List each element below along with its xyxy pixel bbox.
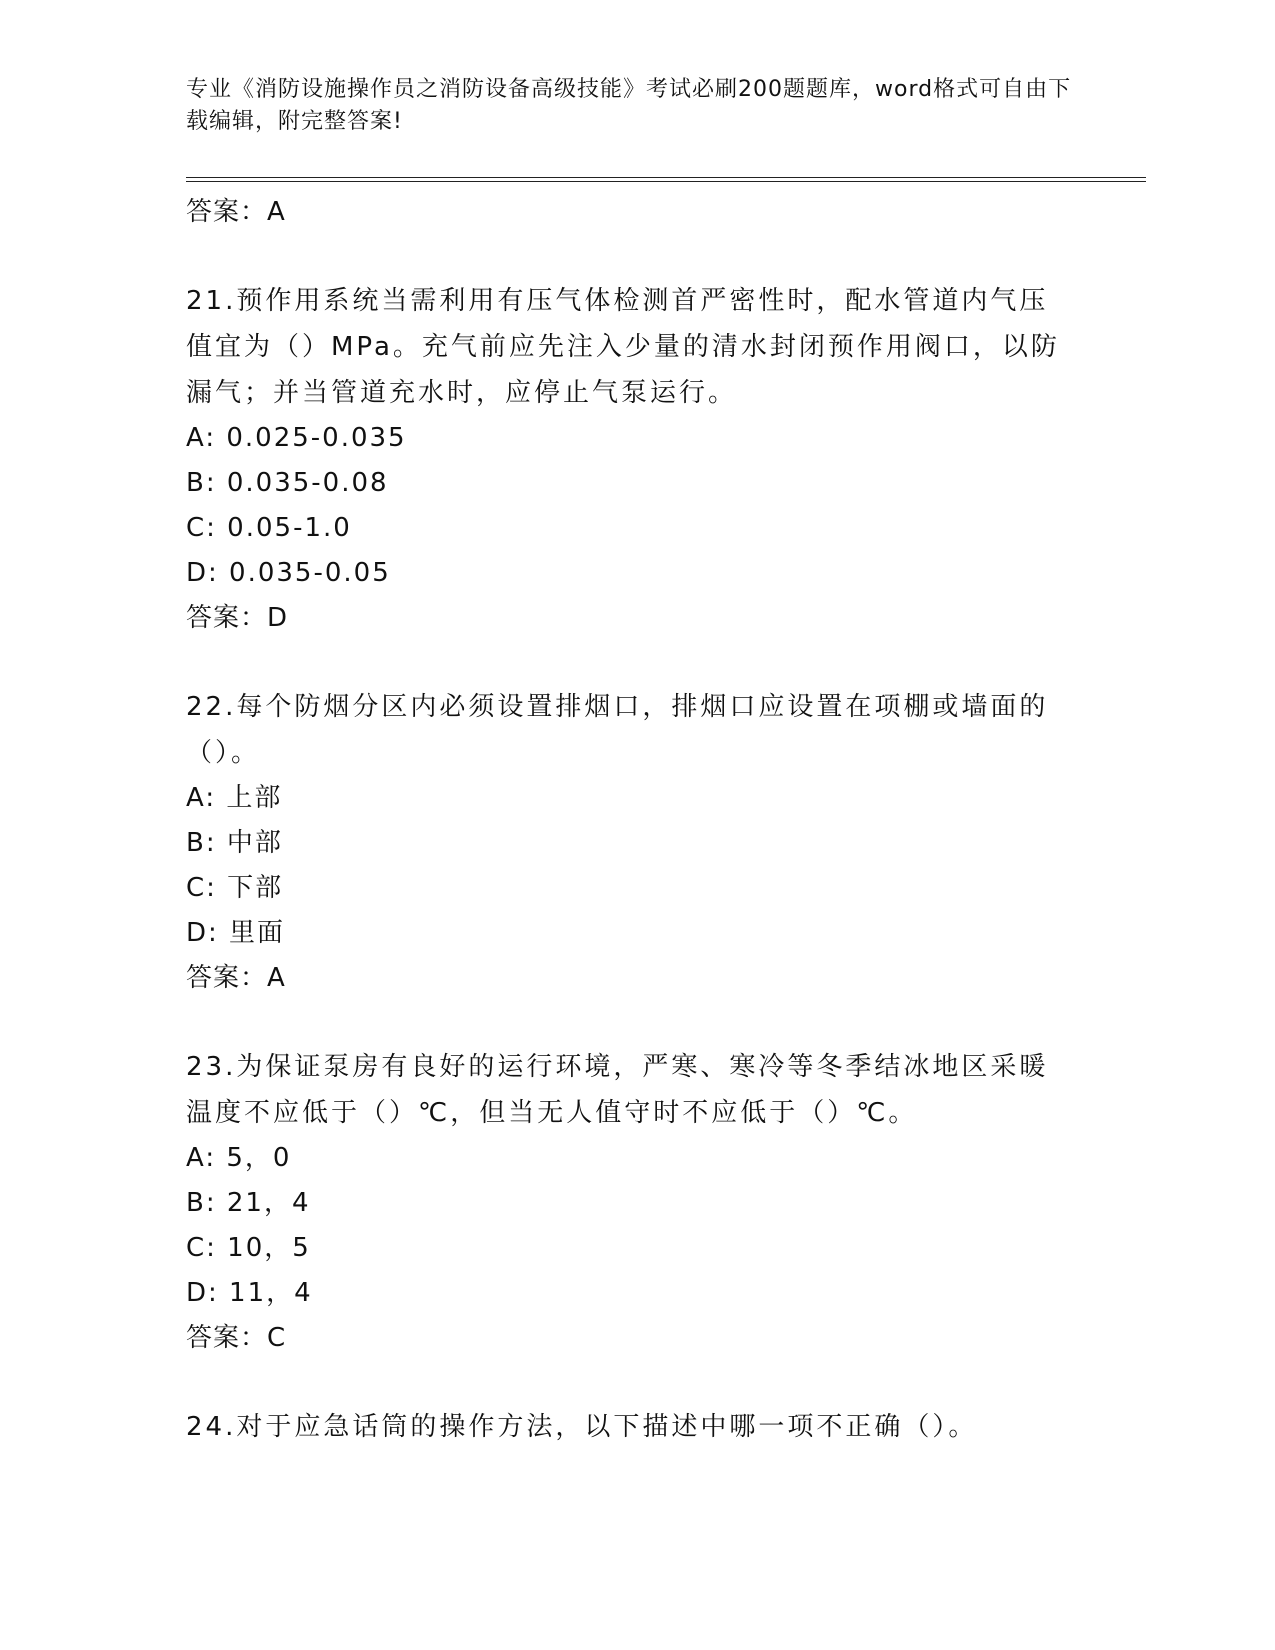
option-c: C: 0.05-1.0 [186,513,352,543]
option-b: B: 21，4 [186,1188,311,1218]
spacer [186,1360,1066,1404]
spacer [186,234,1066,278]
document-header-title: 专业《消防设施操作员之消防设备高级技能》考试必刷200题题库，word格式可自由下载编辑，附完整答案! [186,77,1072,134]
question-stem: 22.每个防烟分区内必须设置排烟口，排烟口应设置在项棚或墙面的（）。 [186,692,1049,768]
question-list [186,190,1066,1450]
question-answer: 答案：D [186,603,289,633]
question-21 [186,278,1066,684]
question-22 [186,684,1066,1044]
option-b: B: 中部 [186,828,283,858]
spacer [186,1000,1066,1044]
question-stem: 23.为保证泵房有良好的运行环境，严寒、寒冷等冬季结冰地区采暖温度不应低于（）℃，但当无人值守时不应低于（）℃。 [186,1052,1049,1128]
question-24 [186,1404,1066,1450]
spacer [186,640,1066,684]
question-stem: 24.对于应急话筒的操作方法，以下描述中哪一项不正确（）。 [186,1412,978,1442]
option-b: B: 0.035-0.08 [186,468,389,498]
question-stem: 21.预作用系统当需利用有压气体检测首严密性时，配水管道内气压值宜为（）MPa。充气前应先注入少量的清水封闭预作用阀口，以防漏气；并当管道充水时，应停止气泵运行。 [186,286,1060,408]
option-d: D: 11，4 [186,1278,313,1308]
option-c: C: 下部 [186,873,284,903]
option-c: C: 10，5 [186,1233,311,1263]
option-d: D: 0.035-0.05 [186,558,391,588]
option-a: A: 5，0 [186,1143,292,1173]
question-answer: 答案：A [186,963,286,993]
header-divider [186,177,1146,182]
previous-answer: 答案：A [186,197,286,227]
option-a: A: 上部 [186,783,283,813]
option-d: D: 里面 [186,918,286,948]
question-answer: 答案：C [186,1323,287,1353]
option-a: A: 0.025-0.035 [186,423,407,453]
question-23 [186,1044,1066,1404]
